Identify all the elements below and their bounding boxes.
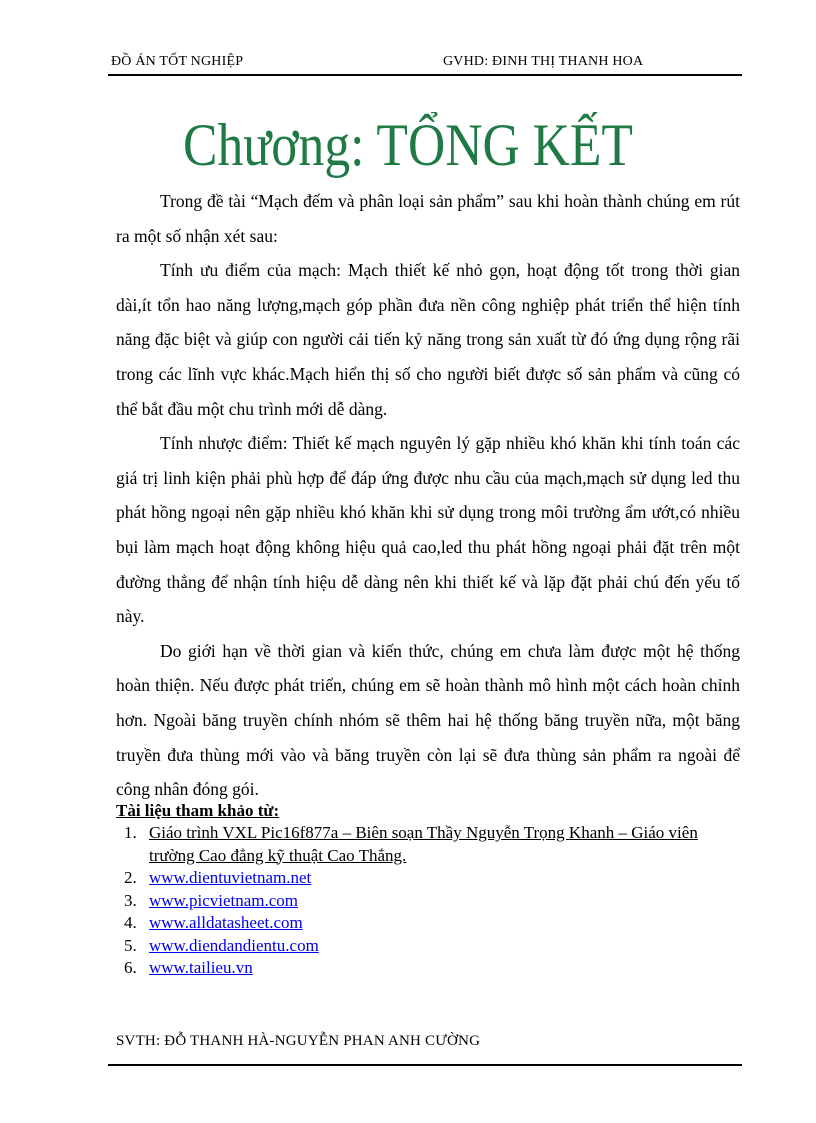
- reference-number: 4.: [124, 913, 137, 932]
- paragraph-advantages: Tính ưu điểm của mạch: Mạch thiết kế nhỏ gọn, hoạt động tốt trong thời gian dài,ít tổn hao năng lượng,mạch góp phần đưa nền công nghiệp phát triển thể hiện tính năng đặc biệt và giúp con người cải tiến kỷ năng trong sản xuất từ đó ứng dụng rộng rãi trong các lĩnh vực khác.Mạch hiển thị số cho người biết được số sản phẩm và cũng có thể bắt đầu một chu trình mới dễ dàng.: [116, 260, 740, 419]
- reference-number: 5.: [124, 935, 137, 955]
- reference-number: 2.: [124, 868, 137, 887]
- reference-item[interactable]: [116, 867, 746, 890]
- header-thesis-label: ĐỒ ÁN TỐT NGHIỆP: [111, 54, 244, 69]
- reference-link-diendandientu[interactable]: www.diendandientu.com: [149, 935, 319, 955]
- reference-item[interactable]: [116, 957, 746, 980]
- reference-item: [116, 822, 746, 867]
- footer-students: SVTH: ĐỖ THANH HÀ-NGUYỄN PHAN ANH CƯỜNG: [116, 1033, 481, 1049]
- reference-item[interactable]: [116, 890, 746, 913]
- document-body: [116, 184, 740, 807]
- paragraph-disadvantages: Tính nhược điểm: Thiết kế mạch nguyên lý gặp nhiều khó khăn khi tính toán các giá trị linh kiện phải phù hợp để đáp ứng được nhu cầu của mạch,mạch sử dụng led thu phát hồng ngoại nên gặp nhiều khó khăn khi sử dụng trong môi trường ẩm ướt,có nhiều bụi làm mạch hoạt động không hiệu quả cao,led thu phát hồng ngoại phải đặt trên một đường thẳng để nhận tính hiệu dễ dàng nên khi thiết kế và lặp đặt phải chú đến yếu tố này.: [116, 433, 740, 627]
- reference-link-dientuvietnam[interactable]: www.dientuvietnam.net: [149, 868, 312, 887]
- references-list: [116, 822, 746, 980]
- footer-divider: [108, 1064, 742, 1066]
- reference-text: Giáo trình VXL Pic16f877a – Biên soạn Thầy Nguyễn Trọng Khanh – Giáo viên trường Cao đẳng kỹ thuật Cao Thắng.: [149, 823, 698, 865]
- reference-link-alldatasheet[interactable]: www.alldatasheet.com: [149, 913, 303, 932]
- reference-number: 1.: [124, 823, 137, 842]
- reference-link-picvietnam[interactable]: www.picvietnam.com: [149, 890, 299, 910]
- references-title: Tài liệu tham khảo từ:: [116, 801, 280, 820]
- paragraph-future-work: Do giới hạn về thời gian và kiến thức, chúng em chưa làm được một hệ thống hoàn thiện. Nếu được phát triển, chúng em sẽ hoàn thành mô hình một cách hoàn chỉnh hơn. Ngoài băng truyền chính nhóm sẽ thêm hai hệ thống băng truyền nữa, một băng truyền đưa thùng mới vào và băng truyền còn lại sẽ đưa thùng sản phẩm ra ngoài để công nhân đóng gói.: [116, 640, 740, 800]
- page-header: [108, 52, 742, 76]
- reference-item[interactable]: [116, 935, 746, 958]
- reference-number: 6.: [124, 958, 137, 977]
- references-section: [116, 800, 746, 980]
- chapter-title: Chương: TỔNG KẾT: [183, 112, 633, 178]
- header-advisor: GVHD: ĐINH THỊ THANH HOA: [443, 54, 644, 69]
- paragraph-intro: Trong đề tài “Mạch đếm và phân loại sản phẩm” sau khi hoàn thành chúng em rút ra một số nhận xét sau:: [116, 191, 740, 246]
- reference-item[interactable]: [116, 912, 746, 935]
- reference-link-tailieu[interactable]: www.tailieu.vn: [149, 958, 253, 977]
- reference-number: 3.: [124, 890, 137, 910]
